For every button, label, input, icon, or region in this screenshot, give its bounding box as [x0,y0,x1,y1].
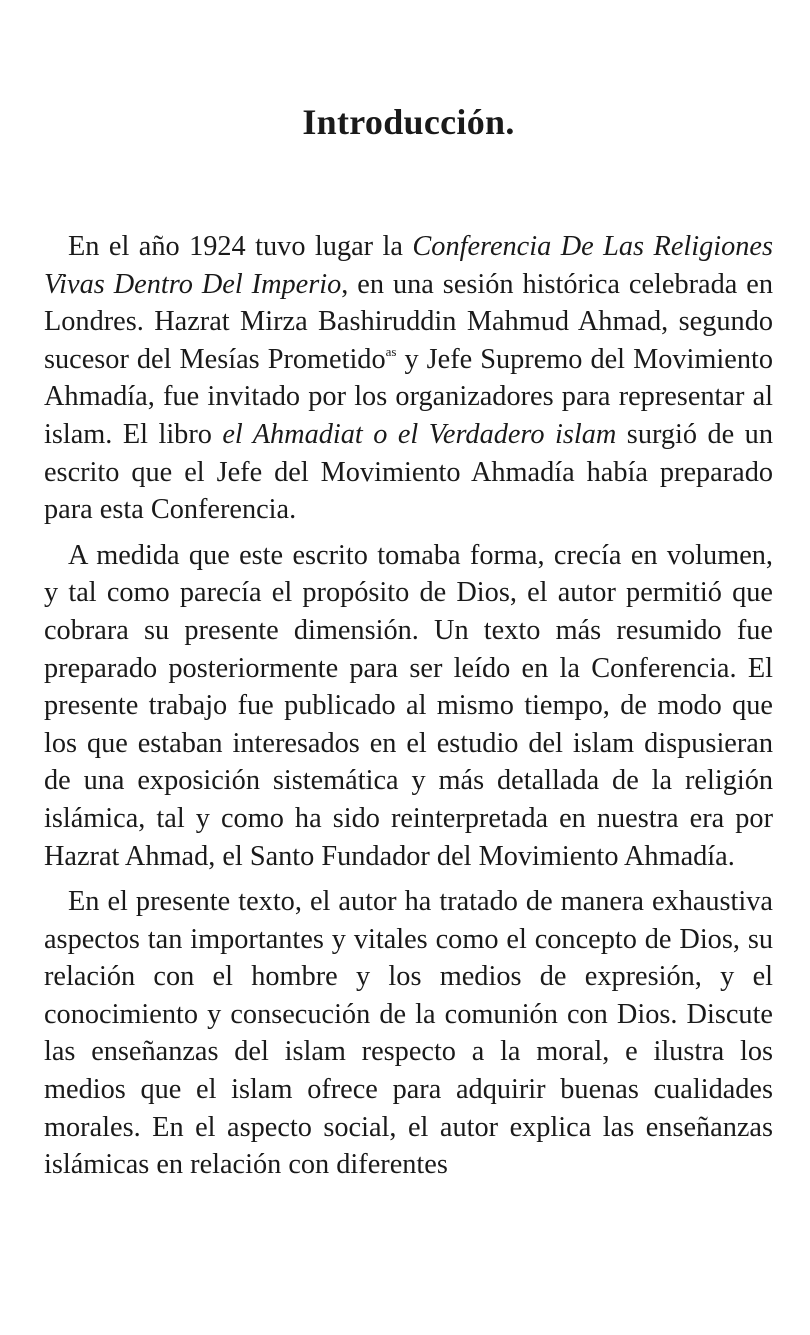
paragraph-1 [44,228,773,529]
page-title: Introducción. [302,102,515,142]
document-page [44,0,773,1184]
book-title-italic: el Ahmadiat o el Verdadero islam [222,418,617,450]
paragraph-1-text-c: y Jefe Supremo del Movimiento Ahmadía, fue invitado por los organizadores para representar al islam. El libro [44,343,773,450]
paragraph-2: A medida que este escrito tomaba forma, crecía en volumen, y tal como parecía el propósito de Dios, el autor permitió que cobrara su presente dimensión. Un texto más resumido fue preparado posteriormente para ser leído en la Conferencia. El presente trabajo fue publicado al mismo tiempo, de modo que los que estaban interesados en el estudio del islam dispusieran de una exposición sistemática y más detallada de la religión islámica, tal y como ha sido reinterpretada en nuestra era por Hazrat Ahmad, el Santo Fundador del Movimiento Ahmadía. [44,539,773,872]
honorific-superscript: as [385,343,397,359]
paragraph-1-text-a: En el año 1924 tuvo lugar la [68,231,413,262]
conference-name-italic: Conferencia De Las Religiones Vivas Dentro Del Imperio [44,231,773,300]
paragraph-1-text-d: surgió de un escrito que el Jefe del Movimiento Ahmadía había preparado para esta Conferencia. [44,418,773,526]
paragraph-1-text-b: , en una sesión histórica celebrada en Londres. Hazrat Mirza Bashiruddin Mahmud Ahmad, segundo sucesor del Mesías Prometido [44,268,773,375]
paragraph-3: En el presente texto, el autor ha tratado de manera exhaustiva aspectos tan importantes y vitales como el concepto de Dios, su relación con el hombre y los medios de expresión, y el conocimiento y consecución de la comunión con Dios. Discute las enseñanzas del islam respecto a la moral, e ilustra los medios que el islam ofrece para adquirir buenas cualidades morales. En el aspecto social, el autor explica las enseñanzas islámicas en relación con diferentes [44,886,773,1181]
